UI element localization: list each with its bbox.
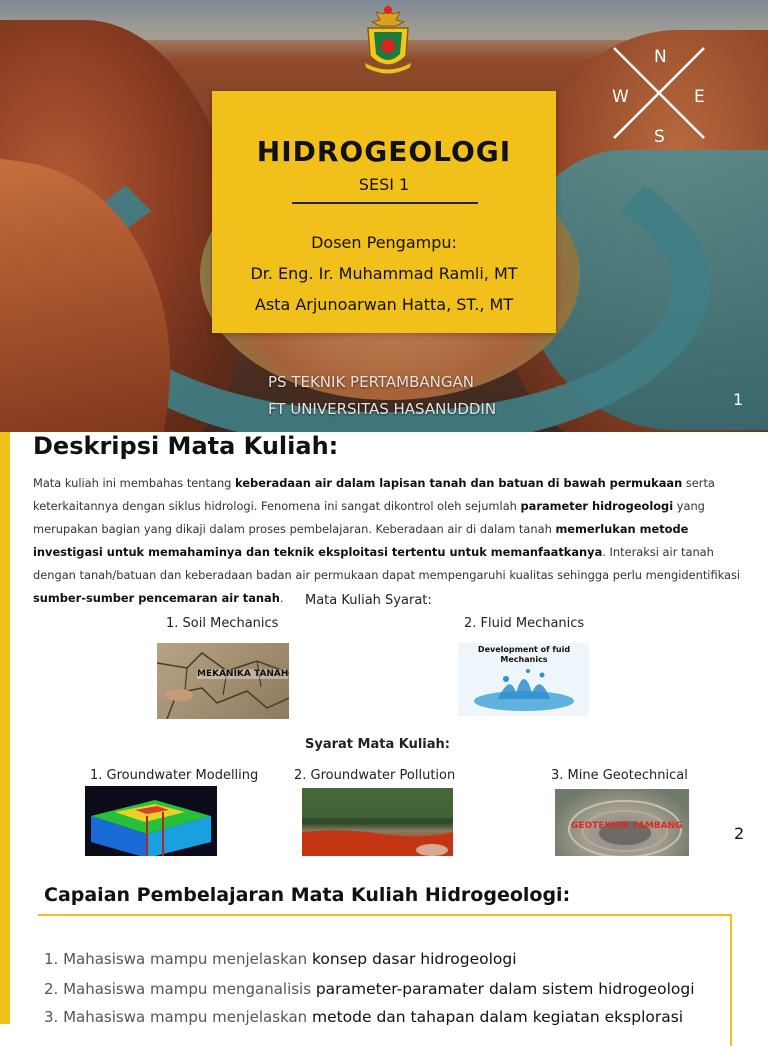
follow-up-heading: Syarat Mata Kuliah:: [305, 737, 450, 752]
prerequisite-item: 1. Soil Mechanics: [166, 616, 279, 631]
compass-icon: [604, 42, 714, 146]
title-card: [212, 91, 556, 333]
fluid-mechanics-image: [458, 643, 589, 716]
session-label: SESI 1: [358, 175, 410, 194]
polluted-water-icon: [302, 788, 453, 866]
outcome-item: [44, 950, 517, 968]
fluid-image-caption: Development of fuid Mechanics: [477, 645, 571, 664]
outcome-prefix: 2. Mahasiswa mampu menganalisis: [44, 980, 316, 998]
course-title: HIDROGEOLOGI: [256, 135, 512, 168]
outcome-emphasis: parameter-paramater dalam sistem hidrogeologi: [315, 980, 695, 998]
outcome-emphasis: metode dan tahapan dalam kegiatan eksplorasi: [311, 1008, 684, 1026]
prerequisite-item: 2. Fluid Mechanics: [464, 616, 585, 631]
lecturer-name-1: Dr. Eng. Ir. Muhammad Ramli, MT: [250, 264, 518, 283]
soil-image-caption: MEKANIKA TANAH: [197, 669, 289, 679]
outcome-prefix: 1. Mahasiswa mampu menjelaskan: [44, 950, 312, 968]
mine-geotechnical-image: [555, 789, 689, 865]
description-text: Mata kuliah ini membahas tentang: [33, 476, 236, 490]
title-slide: [0, 0, 768, 432]
soil-mechanics-image: [157, 643, 289, 719]
compass-north-label: N: [654, 47, 667, 67]
geotech-image-caption: GEOTEKNIK TAMBANG: [571, 821, 683, 831]
groundwater-modelling-image: [85, 786, 217, 866]
slide-number: 2: [734, 824, 745, 843]
description-text: .: [279, 591, 284, 605]
description-text: . Interaksi air tanah dengan tanah/batuan dan keberadaan badan air permukaan dapat mempengaruhi kualitas sehingga perlu mengidentifikasi: [33, 545, 741, 582]
section-heading: Capaian Pembelajaran Mata Kuliah Hidrogeologi:: [44, 884, 571, 906]
learning-outcomes-slide: [0, 856, 768, 1024]
compass-south-label: S: [654, 127, 665, 146]
follow-up-item: 2. Groundwater Pollution: [294, 768, 456, 783]
university-logo-icon: [356, 2, 420, 80]
description-emphasis: keberadaan air dalam lapisan tanah dan batuan di bawah permukaan: [235, 476, 683, 490]
description-emphasis: parameter hidrogeologi: [520, 499, 674, 513]
cracked-soil-icon: [157, 643, 289, 719]
lecturer-label: Dosen Pengampu:: [311, 233, 457, 252]
description-emphasis: sumber-sumber pencemaran air tanah: [33, 591, 280, 605]
slide-number: 1: [733, 390, 744, 409]
description-text: yang merupakan bagian yang dikaji dalam proses pembelajaran. Keberadaan air di dalam tanah: [33, 499, 705, 536]
description-text: serta keterkaitannya dengan siklus hidrologi. Fenomena ini sangat dikontrol oleh sejumlah: [33, 476, 715, 513]
lecturer-name-2: Asta Arjunoarwan Hatta, ST., MT: [254, 295, 514, 314]
follow-up-item: 1. Groundwater Modelling: [90, 768, 259, 783]
groundwater-pollution-image: [302, 788, 453, 866]
description-slide: [0, 432, 768, 856]
accent-bar: [0, 432, 10, 856]
3d-model-icon: [85, 786, 217, 866]
outcome-item: [44, 980, 695, 998]
prerequisite-heading: Mata Kuliah Syarat:: [305, 593, 432, 608]
section-heading: Deskripsi Mata Kuliah:: [33, 432, 339, 460]
compass-east-label: E: [694, 87, 705, 107]
course-description: [33, 472, 753, 610]
outcome-prefix: 3. Mahasiswa mampu menjelaskan: [44, 1008, 312, 1026]
outcome-emphasis: konsep dasar hidrogeologi: [311, 950, 517, 968]
follow-up-item: 3. Mine Geotechnical: [551, 768, 688, 783]
description-emphasis: memerlukan metode investigasi untuk memahaminya dan teknik eksploitasi tertentu untuk memanfaatkanya: [33, 522, 689, 559]
compass-west-label: W: [612, 87, 629, 107]
title-divider: [292, 202, 478, 204]
department-line-1: PS TEKNIK PERTAMBANGAN: [268, 373, 474, 391]
department-line-2: FT UNIVERSITAS HASANUDDIN: [267, 400, 497, 418]
accent-bar: [0, 856, 10, 1024]
outcome-item: [44, 1008, 683, 1026]
